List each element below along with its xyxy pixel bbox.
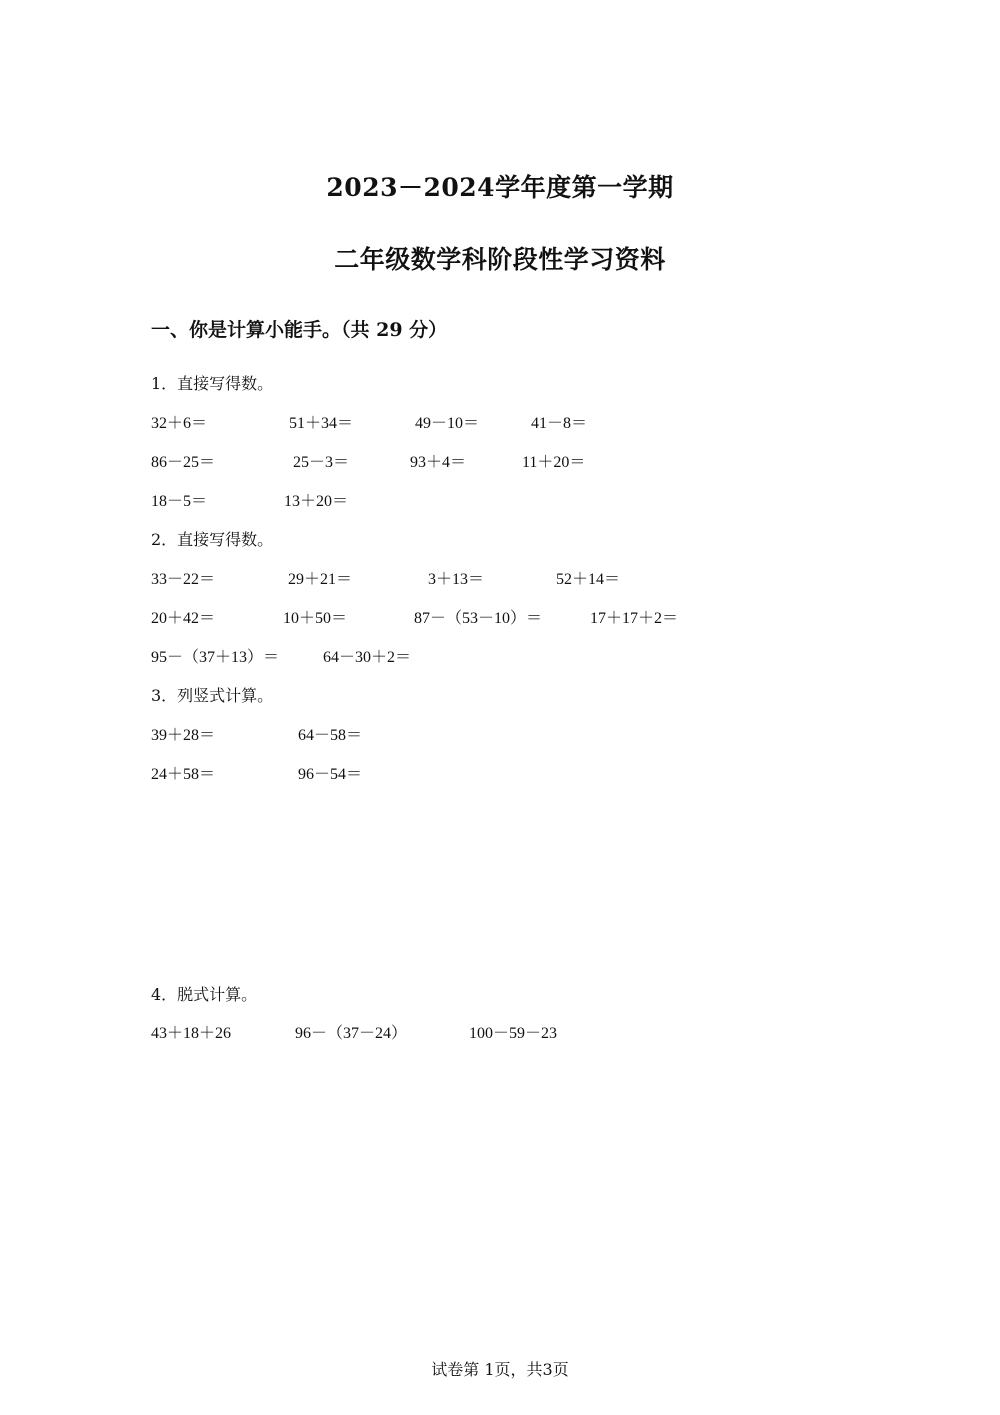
equation: 32＋6＝ [151, 415, 208, 432]
equation: 39＋28＝ [151, 727, 216, 744]
question-4-label: 4．脱式计算。 [151, 985, 258, 1004]
equation: 64－30＋2＝ [323, 649, 412, 666]
equation: 29＋21＝ [288, 571, 353, 588]
equation: 18－5＝ [151, 493, 208, 510]
section-heading-calculation: 一、你是计算小能手。（共 29 分） [151, 319, 448, 341]
exam-title-term: 2023－2024学年度第一学期 [326, 173, 674, 202]
equation: 13＋20＝ [284, 493, 349, 510]
equation: 17＋17＋2＝ [590, 610, 679, 627]
equation: 24＋58＝ [151, 766, 216, 783]
equation: 100－59－23 [469, 1025, 558, 1042]
equation: 93＋4＝ [410, 454, 467, 471]
equation: 52＋14＝ [556, 571, 621, 588]
equation: 11＋20＝ [522, 454, 586, 471]
equation: 86－25＝ [151, 454, 216, 471]
question-1-label: 1．直接写得数。 [151, 374, 274, 393]
equation: 43＋18＋26 [151, 1025, 232, 1042]
equation: 96－（37－24） [295, 1025, 408, 1042]
equation: 25－3＝ [293, 454, 350, 471]
page-footer: 试卷第 1页，共3页 [431, 1360, 569, 1379]
question-2-label: 2．直接写得数。 [151, 530, 274, 549]
question-3-label: 3．列竖式计算。 [151, 686, 274, 705]
equation: 10＋50＝ [283, 610, 348, 627]
exam-title-subject: 二年级数学科阶段性学习资料 [334, 245, 666, 274]
equation: 51＋34＝ [289, 415, 354, 432]
equation: 3＋13＝ [428, 571, 485, 588]
equation: 49－10＝ [415, 415, 480, 432]
equation: 33－22＝ [151, 571, 216, 588]
equation: 41－8＝ [531, 415, 588, 432]
equation: 95－（37＋13）＝ [151, 649, 280, 666]
equation: 64－58＝ [298, 727, 363, 744]
equation: 96－54＝ [298, 766, 363, 783]
equation: 87－（53－10）＝ [414, 610, 543, 627]
equation: 20＋42＝ [151, 610, 216, 627]
